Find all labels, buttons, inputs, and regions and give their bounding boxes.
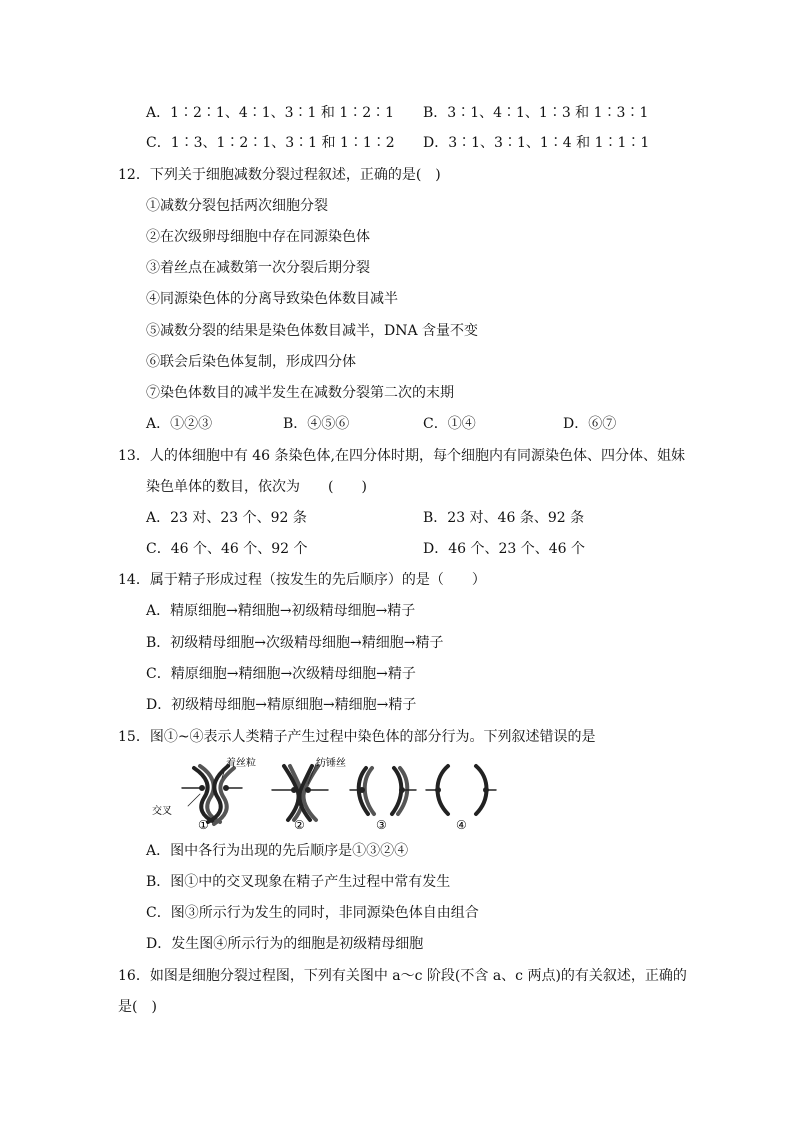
q13-option-d: D．46 个、23 个、46 个 — [423, 541, 586, 557]
q14-stem: 14．属于精子形成过程（按发生的先后顺序）的是（ ） — [118, 572, 486, 588]
figure-2-metaphase — [272, 766, 328, 820]
q14-option-c: C．精原细胞→精细胞→次级精母细胞→精子 — [146, 666, 416, 682]
q15-option-b: B．图①中的交叉现象在精子产生过程中常有发生 — [146, 874, 451, 890]
q13-option-a: A．23 对、23 个、92 条 — [146, 510, 307, 526]
q12-item-3: ③着丝点在减数第一次分裂后期分裂 — [146, 260, 370, 276]
q12-option-b: B．④⑤⑥ — [283, 416, 350, 432]
q13-option-b: B．23 对、46 条、92 条 — [423, 510, 585, 526]
q15-option-d: D．发生图④所示行为的细胞是初级精母细胞 — [146, 936, 424, 952]
q12-item-2: ②在次级卵母细胞中存在同源染色体 — [146, 229, 370, 245]
q12-item-1: ①减数分裂包括两次细胞分裂 — [146, 198, 328, 214]
q16-stem-line1: 16．如图是细胞分裂过程图，下列有关图中 a～c 阶段(不含 a、c 两点)的有关叙述，正确的 — [118, 968, 687, 984]
label-spindle: 纺锤丝 — [316, 758, 346, 769]
figure-number-3: ③ — [376, 818, 387, 832]
q11-option-d: D．3∶1、3∶1、1∶4 和 1∶1∶1 — [423, 135, 650, 151]
figure-1-tetrad-crossover — [182, 766, 242, 824]
q15-option-c: C．图③所示行为发生的同时，非同源染色体自由组合 — [146, 905, 479, 921]
label-centromere: 着丝粒 — [226, 758, 256, 769]
figure-number-1: ① — [198, 818, 209, 832]
q15-option-a: A．图中各行为出现的先后顺序是①③②④ — [146, 843, 409, 859]
q14-option-d: D．初级精母细胞→精原细胞→精细胞→精子 — [146, 697, 417, 713]
q12-item-7: ⑦染色体数目的减半发生在减数分裂第二次的末期 — [146, 385, 454, 401]
q12-option-c: C．①④ — [423, 416, 476, 432]
q12-stem: 12．下列关于细胞减数分裂过程叙述，正确的是( ) — [118, 167, 441, 183]
q14-option-a: A．精原细胞→精细胞→初级精母细胞→精子 — [146, 603, 416, 619]
figure-3-homolog-separation — [350, 768, 416, 814]
q13-option-c: C．46 个、46 个、92 个 — [146, 541, 308, 557]
q11-option-b: B．3∶1、4∶1、1∶3 和 1∶3∶1 — [423, 105, 649, 121]
q12-item-6: ⑥联会后染色体复制，形成四分体 — [146, 354, 356, 370]
q15-stem: 15．图①~④表示人类精子产生过程中染色体的部分行为。下列叙述错误的是 — [118, 729, 596, 745]
q11-option-a: A．1∶2∶1、4∶1、3∶1 和 1∶2∶1 — [146, 105, 395, 121]
crossover-pointer — [188, 794, 200, 806]
q12-option-a: A．①②③ — [146, 416, 213, 432]
q12-item-5: ⑤减数分裂的结果是染色体数目减半，DNA 含量不变 — [146, 323, 479, 339]
q13-stem-line2: 染色单体的数目，依次为 ( ) — [146, 479, 367, 495]
label-crossover: 交叉 — [152, 806, 172, 817]
figure-number-2: ② — [294, 818, 305, 832]
q13-stem-line1: 13．人的体细胞中有 46 条染色体,在四分体时期，每个细胞内有同源染色体、四分体、姐妹 — [118, 448, 685, 464]
chromosome-behavior-figure — [152, 756, 496, 832]
q12-option-d: D．⑥⑦ — [563, 416, 617, 432]
q16-stem-line2: 是( ) — [118, 999, 157, 1015]
q14-option-b: B．初级精母细胞→次级精母细胞→精细胞→精子 — [146, 635, 444, 651]
figure-4-anaphase — [426, 766, 496, 814]
q12-item-4: ④同源染色体的分离导致染色体数目减半 — [146, 291, 398, 307]
q11-option-c: C．1∶3、1∶2∶1、3∶1 和 1∶1∶2 — [146, 135, 395, 151]
figure-number-4: ④ — [456, 818, 467, 832]
